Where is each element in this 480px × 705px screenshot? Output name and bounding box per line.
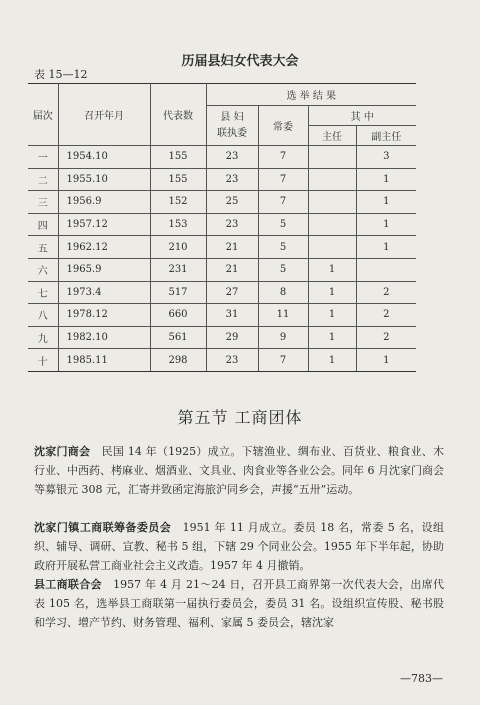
cell-exec: 23 <box>206 168 258 191</box>
cell-session: 六 <box>28 258 58 281</box>
table-row <box>28 281 416 304</box>
cell-vice: 1 <box>356 349 416 372</box>
cell-vice <box>356 258 416 281</box>
cell-vice: 1 <box>356 213 416 236</box>
cell-vice: 1 <box>356 191 416 214</box>
cell-date: 1973.4 <box>58 281 150 304</box>
paragraph-lead: 沈家门商会 <box>34 445 91 458</box>
paragraph-preparatory-committee <box>34 518 444 575</box>
paragraph-text: 民国 14 年（1925）成立。下辖渔业、绸布业、百货业、粮食业、木行业、中西药、栲麻业、烟酒业、文具业、肉食业等各业公会。同年 6 月沈家门商会等募银元 308 元，汇寄并致函定海旅沪同乡会，声援“五卅”运动。 <box>34 445 445 496</box>
cell-delegates: 153 <box>150 213 206 236</box>
paragraph-chamber <box>34 442 444 499</box>
cell-session: 七 <box>28 281 58 304</box>
page-number: —783— <box>400 672 443 685</box>
header-exec-line2: 联执委 <box>217 127 247 139</box>
cell-vice: 2 <box>356 326 416 349</box>
table-row <box>28 304 416 327</box>
cell-standing: 9 <box>258 326 308 349</box>
cell-exec: 25 <box>206 191 258 214</box>
table-row <box>28 258 416 281</box>
cell-vice: 2 <box>356 304 416 327</box>
header-exec <box>206 106 258 146</box>
header-election: 选 举 结 果 <box>206 84 416 106</box>
table-number: 表 15—12 <box>34 68 88 81</box>
table-row <box>28 349 416 372</box>
cell-chair <box>308 191 356 214</box>
cell-chair <box>308 236 356 259</box>
cell-chair <box>308 213 356 236</box>
table-row <box>28 191 416 214</box>
header-delegates: 代表数 <box>150 84 206 146</box>
cell-delegates: 561 <box>150 326 206 349</box>
cell-standing: 5 <box>258 258 308 281</box>
header-date: 召开年月 <box>58 84 150 146</box>
cell-chair: 1 <box>308 281 356 304</box>
cell-chair: 1 <box>308 258 356 281</box>
delegates-table <box>28 83 416 372</box>
cell-session: 四 <box>28 213 58 236</box>
cell-exec: 23 <box>206 213 258 236</box>
cell-date: 1955.10 <box>58 168 150 191</box>
table-row <box>28 326 416 349</box>
cell-vice: 1 <box>356 236 416 259</box>
table-body <box>28 146 416 372</box>
cell-standing: 7 <box>258 191 308 214</box>
cell-vice: 2 <box>356 281 416 304</box>
cell-vice: 3 <box>356 146 416 169</box>
cell-date: 1954.10 <box>58 146 150 169</box>
cell-delegates: 155 <box>150 168 206 191</box>
cell-delegates: 298 <box>150 349 206 372</box>
cell-session: 三 <box>28 191 58 214</box>
header-among: 其 中 <box>308 106 416 126</box>
cell-standing: 5 <box>258 213 308 236</box>
cell-exec: 29 <box>206 326 258 349</box>
paragraph-lead: 沈家门镇工商联筹备委员会 <box>34 521 172 534</box>
cell-date: 1962.12 <box>58 236 150 259</box>
cell-delegates: 517 <box>150 281 206 304</box>
cell-chair: 1 <box>308 349 356 372</box>
cell-date: 1978.12 <box>58 304 150 327</box>
cell-session: 五 <box>28 236 58 259</box>
table-title: 历届县妇女代表大会 <box>181 54 299 69</box>
cell-exec: 31 <box>206 304 258 327</box>
cell-delegates: 231 <box>150 258 206 281</box>
header-standing: 常委 <box>258 106 308 146</box>
table-row <box>28 236 416 259</box>
paragraph-text: 1951 年 11 月成立。委员 18 名，常委 5 名，设组织、辅导、调研、宣教、秘书 5 组，下辖 29 个同业公会。1955 年下半年起，协助政府开展私营工商业社会主义改造。1957 年 4 月撤销。 <box>34 521 445 572</box>
cell-session: 二 <box>28 168 58 191</box>
cell-exec: 23 <box>206 146 258 169</box>
cell-date: 1965.9 <box>58 258 150 281</box>
cell-date: 1985.11 <box>58 349 150 372</box>
cell-chair <box>308 146 356 169</box>
cell-vice: 1 <box>356 168 416 191</box>
cell-delegates: 210 <box>150 236 206 259</box>
header-chair: 主任 <box>308 126 356 146</box>
cell-chair: 1 <box>308 326 356 349</box>
paragraph-lead: 县工商联合会 <box>34 578 102 591</box>
cell-chair: 1 <box>308 304 356 327</box>
cell-date: 1957.12 <box>58 213 150 236</box>
section-heading: 第五节 工商团体 <box>177 408 303 427</box>
cell-standing: 7 <box>258 168 308 191</box>
cell-standing: 8 <box>258 281 308 304</box>
cell-delegates: 152 <box>150 191 206 214</box>
cell-delegates: 155 <box>150 146 206 169</box>
table-row <box>28 168 416 191</box>
cell-session: 十 <box>28 349 58 372</box>
cell-session: 八 <box>28 304 58 327</box>
table-row <box>28 213 416 236</box>
cell-standing: 7 <box>258 146 308 169</box>
cell-standing: 5 <box>258 236 308 259</box>
header-exec-line1: 县 妇 <box>220 111 244 123</box>
cell-date: 1956.9 <box>58 191 150 214</box>
cell-standing: 11 <box>258 304 308 327</box>
cell-exec: 27 <box>206 281 258 304</box>
cell-session: 九 <box>28 326 58 349</box>
table-row <box>28 146 416 169</box>
header-session: 届次 <box>28 84 58 146</box>
cell-date: 1982.10 <box>58 326 150 349</box>
cell-standing: 7 <box>258 349 308 372</box>
cell-exec: 21 <box>206 258 258 281</box>
cell-chair <box>308 168 356 191</box>
cell-exec: 23 <box>206 349 258 372</box>
cell-exec: 21 <box>206 236 258 259</box>
paragraph-federation <box>34 575 444 632</box>
cell-delegates: 660 <box>150 304 206 327</box>
cell-session: 一 <box>28 146 58 169</box>
paragraph-text: 1957 年 4 月 21～24 日，召开县工商界第一次代表大会，出席代表 105 名，选举县工商联第一届执行委员会，委员 31 名。设组织宣传股、秘书股和学习、增产节约、财务管理、福利、家属 5 委员会，辖沈家 <box>34 578 445 629</box>
header-vice-chair: 副主任 <box>356 126 416 146</box>
